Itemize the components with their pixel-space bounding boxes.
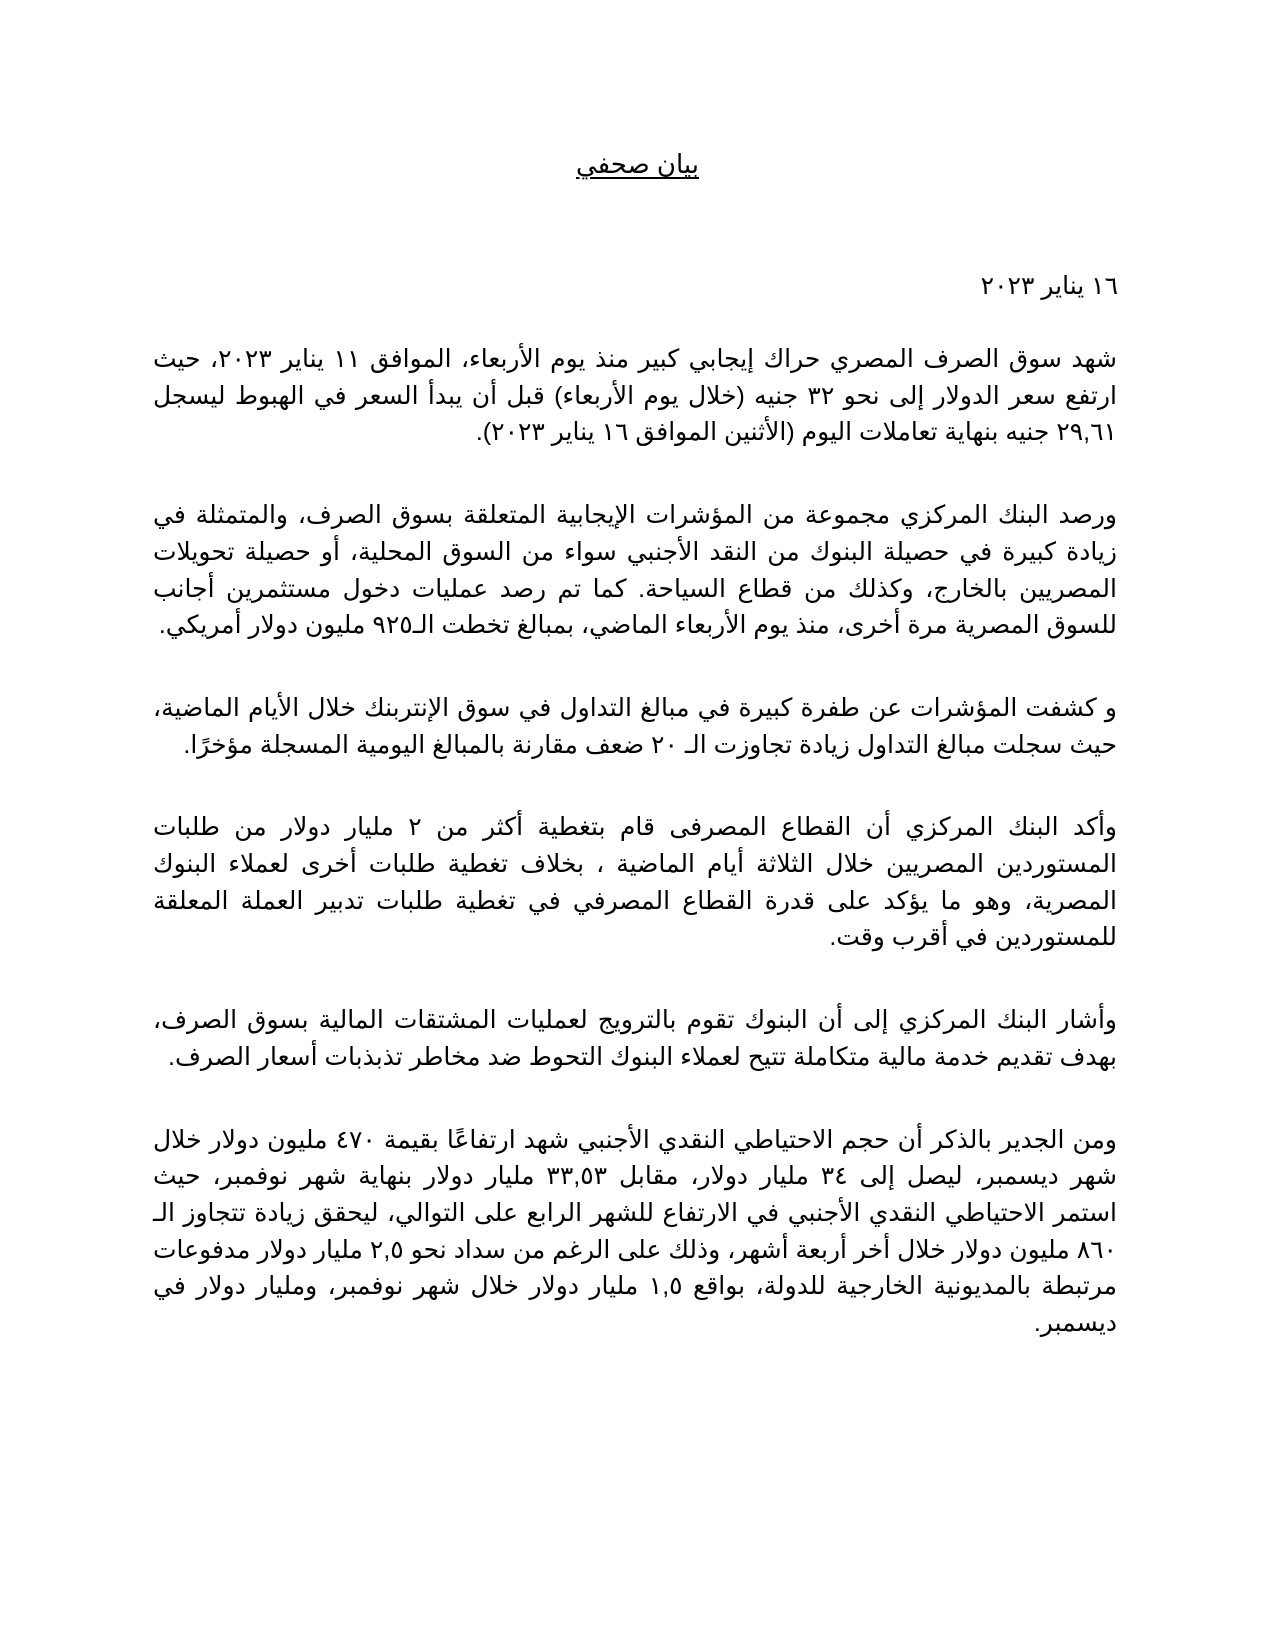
- paragraph-exchange-market: شهد سوق الصرف المصري حراك إيجابي كبير منذ يوم الأربعاء، الموافق ١١ يناير ٢٠٢٣، حيث ارتفع سعر الدولار إلى نحو ٣٢ جنيه (خلال يوم الأربعاء) قبل أن يبدأ السعر في الهبوط ليسجل ٢٩,٦١ جنيه بنهاية تعاملات اليوم (الأثنين الموافق ١٦ يناير ٢٠٢٣).: [153, 345, 1117, 447]
- paragraph-interbank-trading: و كشفت المؤشرات عن طفرة كبيرة في مبالغ التداول في سوق الإنتربنك خلال الأيام الماضية، حيث سجلت مبالغ التداول زيادة تجاوزت الـ ٢٠ ضعف مقارنة بالمبالغ اليومية المسجلة مؤخرًا.: [153, 693, 1117, 759]
- paragraph-derivatives: وأشار البنك المركزي إلى أن البنوك تقوم بالترويج لعمليات المشتقات المالية بسوق الصرف، بهدف تقديم خدمة مالية متكاملة تتيح لعملاء البنوك التحوط ضد مخاطر تذبذبات أسعار الصرف.: [153, 1006, 1117, 1071]
- document-body: [153, 341, 1117, 1388]
- document-date: ١٦ يناير ٢٠٢٣: [980, 272, 1118, 300]
- paragraph-positive-indicators: ورصد البنك المركزي مجموعة من المؤشرات الإيجابية المتعلقة بسوق الصرف، والمتمثلة في زيادة كبيرة في حصيلة البنوك من النقد الأجنبي سواء من السوق المحلية، أو حصيلة تحويلات المصريين بالخارج، وكذلك من قطاع السياحة. كما تم رصد عمليات دخول مستثمرين أجانب للسوق المصرية مرة أخرى، منذ يوم الأربعاء الماضي، بمبالغ تخطت الـ٩٢٥ مليون دولار أمريكي.: [153, 501, 1117, 640]
- paragraph-importer-requests: وأكد البنك المركزي أن القطاع المصرفى قام بتغطية أكثر من ٢ مليار دولار من طلبات المستوردين المصريين خلال الثلاثة أيام الماضية ، بخلاف تغطية طلبات أخرى لعملاء البنوك المصرية، وهو ما يؤكد على قدرة القطاع المصرفي في تغطية طلبات تدبير العملة المعلقة للمستوردين في أقرب وقت.: [153, 813, 1117, 952]
- document-title: بيان صحفي: [575, 149, 699, 179]
- paragraph-foreign-reserves: ومن الجدير بالذكر أن حجم الاحتياطي النقدي الأجنبي شهد ارتفاعًا بقيمة ٤٧٠ مليون دولار خلال شهر ديسمبر، ليصل إلى ٣٤ مليار دولار، مقابل ٣٣,٥٣ مليار دولار بنهاية شهر نوفمبر، حيث استمر الاحتياطي النقدي الأجنبي في الارتفاع للشهر الرابع على التوالي، ليحقق زيادة تتجاوز الـ ٨٦٠ مليون دولار خلال أخر أربعة أشهر، وذلك على الرغم من سداد نحو ٢,٥ مليار دولار مدفوعات مرتبطة بالمديونية الخارجية للدولة، بواقع ١,٥ مليار دولار خلال شهر نوفمبر، ومليار دولار في ديسمبر.: [153, 1125, 1118, 1338]
